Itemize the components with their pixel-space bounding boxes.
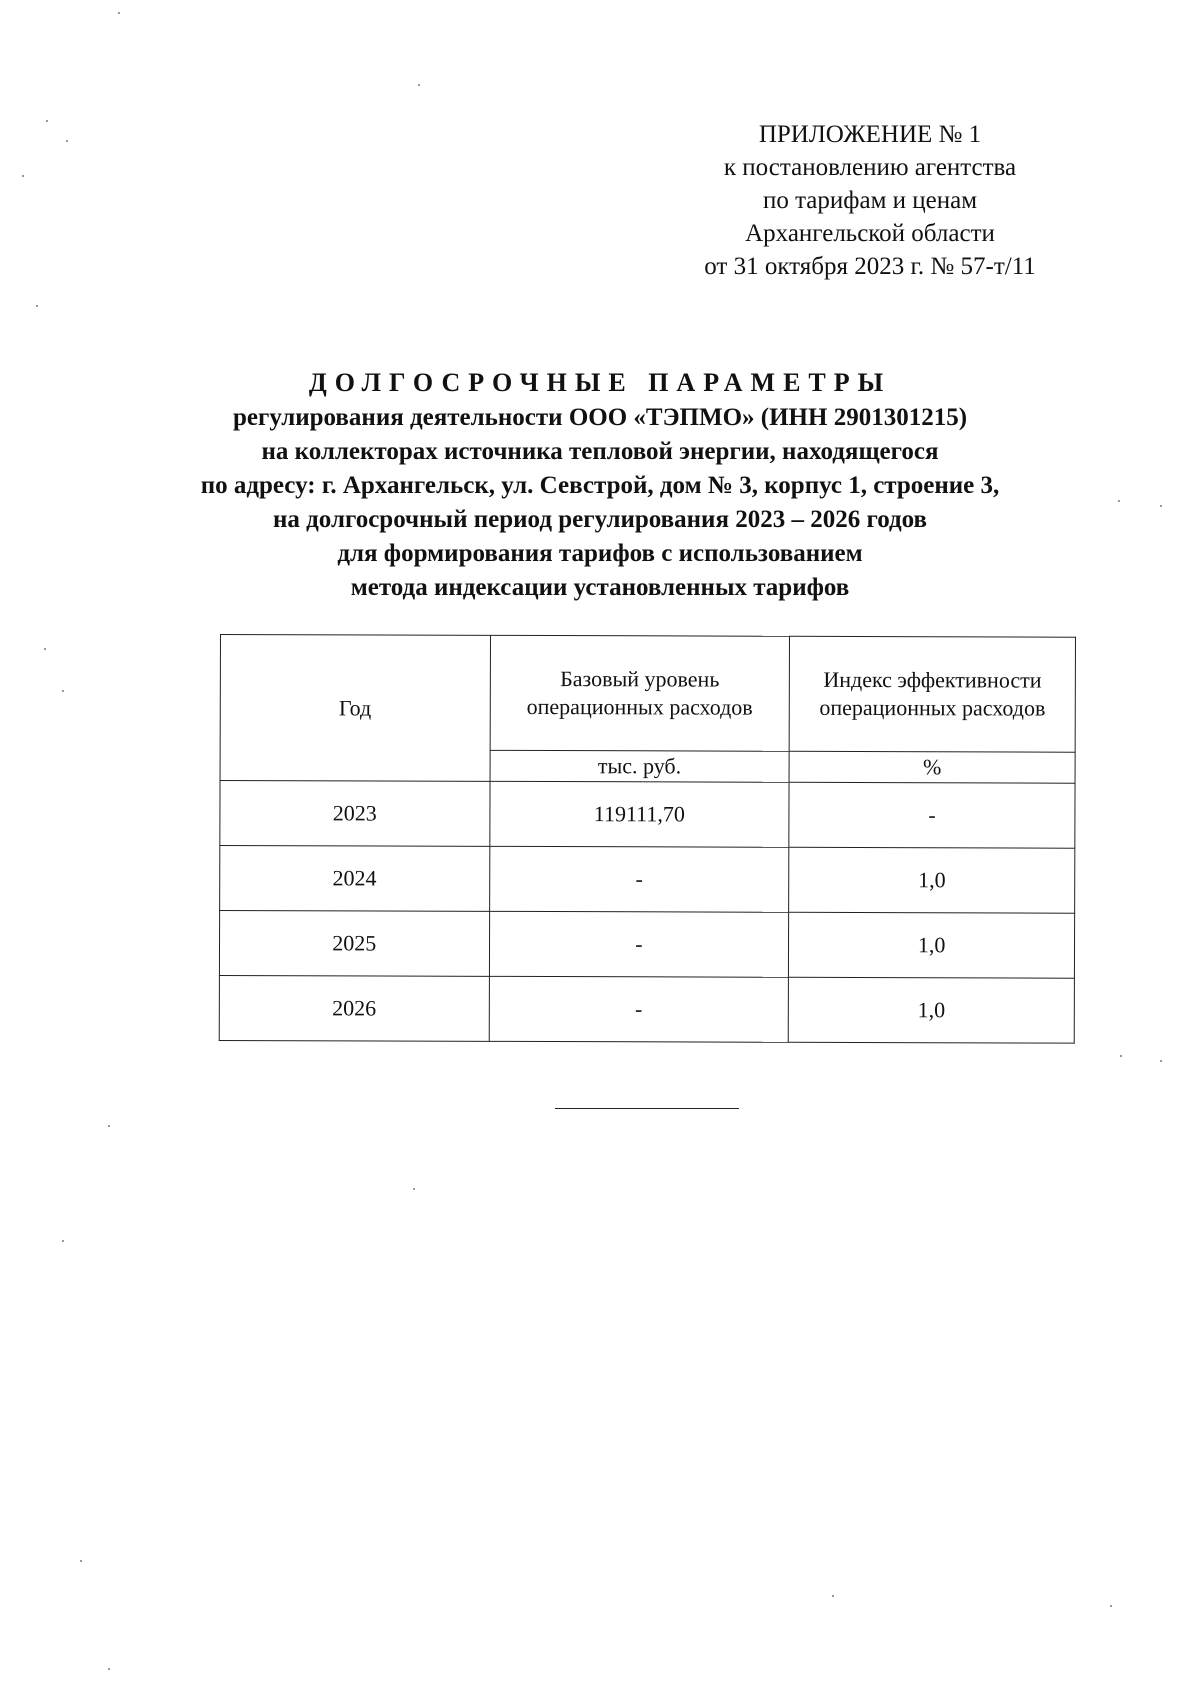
scan-speck: [66, 140, 68, 142]
parameters-table: [219, 634, 1076, 1044]
scan-speck: [22, 175, 24, 177]
scan-speck: [108, 1668, 110, 1670]
header-efficiency-index: [789, 636, 1075, 752]
cell-year: 2025: [219, 911, 489, 977]
title-line-1: регулирования деятельности ООО «ТЭПМО» (ИНН 2901301215): [232, 404, 968, 431]
scan-speck: [418, 84, 420, 86]
scan-speck: [62, 690, 64, 692]
scan-speck: [413, 1188, 415, 1190]
scan-speck: [1160, 1060, 1162, 1062]
scan-speck: [80, 1560, 82, 1562]
scan-speck: [1110, 1605, 1112, 1607]
scan-speck: [108, 1125, 110, 1127]
scan-speck: [832, 1595, 834, 1597]
title-line-6: метода индексации установленных тарифов: [350, 574, 850, 601]
cell-base: -: [489, 976, 789, 1042]
cell-base: -: [489, 911, 789, 977]
cell-index: 1,0: [789, 847, 1075, 913]
cell-year: 2026: [219, 975, 489, 1041]
header-year: [220, 635, 490, 782]
scan-speck: [46, 120, 48, 122]
scan-speck: [118, 12, 120, 14]
appendix-number: ПРИЛОЖЕНИЕ № 1: [758, 121, 982, 148]
header-base-line-2: операционных расходов: [526, 693, 753, 720]
title-line-5: для формирования тарифов с использованием: [337, 540, 863, 567]
scan-speck: [44, 648, 46, 650]
cell-base: -: [489, 846, 789, 912]
unit-base: тыс. руб.: [490, 750, 790, 782]
table-header-row: [220, 635, 1075, 753]
table-row: [220, 846, 1075, 914]
header-year-label: Год: [338, 694, 372, 720]
scan-speck: [36, 305, 38, 307]
header-base-line-1: Базовый уровень: [560, 666, 720, 692]
appendix-date-line: от 31 октября 2023 г. № 57-т/11: [704, 253, 1036, 280]
appendix-header: [640, 118, 1100, 283]
document-title: [150, 366, 1050, 605]
scan-speck: [62, 1240, 64, 1242]
appendix-agency-line: по тарифам и ценам: [762, 187, 978, 214]
cell-index: -: [789, 782, 1075, 848]
unit-index: %: [789, 751, 1075, 783]
title-line-3: по адресу: г. Архангельск, ул. Севстрой, дом № 3, корпус 1, строение 3,: [200, 472, 1000, 499]
header-index-line-1: Индекс эффективности: [823, 666, 1042, 693]
cell-year: 2024: [220, 846, 490, 912]
table-row: [219, 911, 1074, 979]
cell-index: 1,0: [788, 977, 1074, 1043]
cell-base: 119111,70: [489, 781, 789, 847]
appendix-region-line: Архангельской области: [745, 220, 995, 247]
appendix-decree-line: к постановлению агентства: [723, 154, 1017, 181]
scan-speck: [1120, 1055, 1122, 1057]
cell-year: 2023: [220, 781, 490, 847]
table-row: [220, 781, 1075, 849]
cell-index: 1,0: [789, 912, 1075, 978]
table-row: [219, 975, 1074, 1043]
title-heading: ДОЛГОСРОЧНЫЕ ПАРАМЕТРЫ: [308, 368, 892, 397]
header-base-level: [490, 635, 790, 751]
scan-speck: [1160, 505, 1162, 507]
header-index-line-2: операционных расходов: [819, 694, 1046, 721]
title-line-2: на коллекторах источника тепловой энергии, находящегося: [261, 438, 939, 465]
scan-speck: [1118, 500, 1120, 502]
closing-divider: [555, 1108, 739, 1109]
title-line-4: на долгосрочный период регулирования 2023 – 2026 годов: [272, 506, 928, 533]
